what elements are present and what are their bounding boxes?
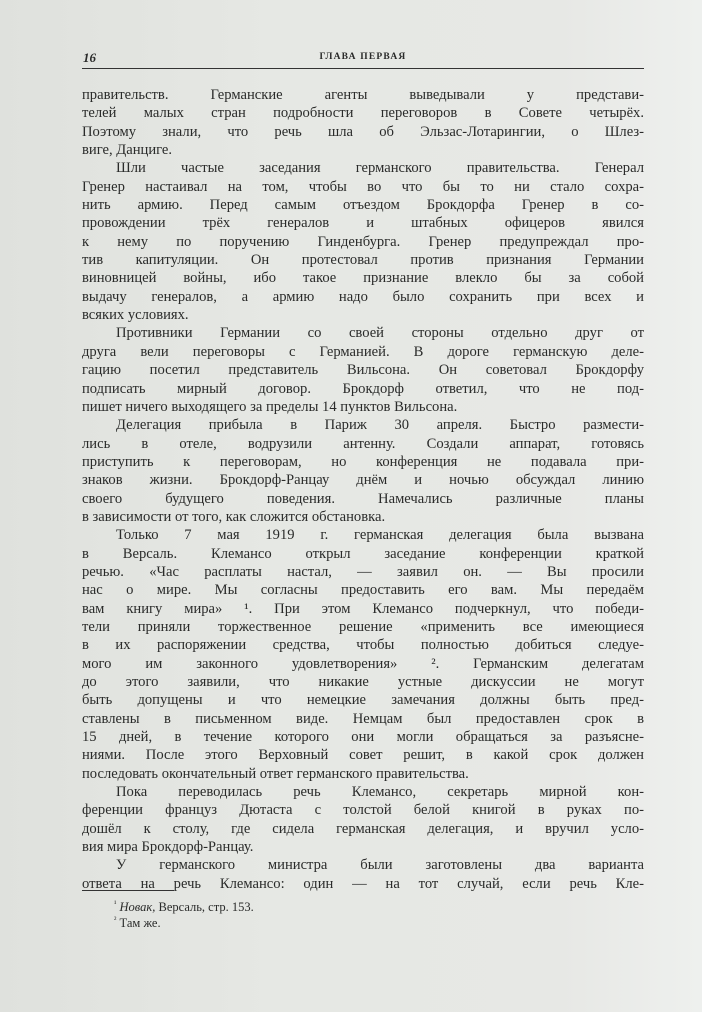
text-line: ответа на речь Клемансо: один — на тот случай, если речь Кле- [82, 875, 644, 892]
text-line: нить армию. Перед самым отъездом Брокдорфа Гренер в со- [82, 197, 644, 214]
text-line: ниями. После этого Верховный совет решит, в какой срок должен [82, 747, 644, 764]
footnote-mark: ² [114, 915, 117, 924]
text-line: Гренер настаивал на том, чтобы во что бы то ни стало сохра- [82, 178, 644, 195]
text-line: в Версаль. Клемансо открыл заседание конференции краткой [82, 545, 644, 562]
footnote [114, 915, 254, 931]
body-text [82, 86, 644, 893]
footnote [114, 899, 254, 915]
text-line: Делегация прибыла в Париж 30 апреля. Быстро размести- [116, 417, 644, 434]
text-line: всяких условиях. [82, 307, 189, 324]
footnote-rule [82, 890, 174, 891]
text-line: тели приняли торжественное решение «применить все имеющиеся [82, 618, 644, 635]
text-line: своего будущего поведения. Намечались различные планы [82, 490, 644, 507]
text-line: Противники Германии со своей стороны отдельно друг от [116, 325, 644, 342]
text-line: вия мира Брокдорф-Ранцау. [82, 839, 254, 856]
text-line: телей малых стран подробности переговоров в Совете четырёх. [82, 105, 644, 122]
footnote-text: Там же. [119, 916, 161, 930]
text-line: провождении трёх генералов и штабных офицеров явился [82, 215, 644, 232]
header-rule [82, 68, 644, 69]
text-line: Пока переводилась речь Клемансо, секретарь мирной кон- [116, 784, 644, 801]
book-page [82, 44, 644, 930]
text-line: нас о мире. Мы согласны предоставить его вам. Мы передаём [82, 582, 644, 599]
text-line: дошёл к столу, где сидела германская делегация, и вручил усло- [82, 820, 644, 837]
text-line: ставлены в письменном виде. Немцам был предоставлен срок в [82, 710, 644, 727]
text-line: до этого заявили, что никакие устные дискуссии не могут [82, 674, 644, 690]
text-line: в их распоряжении средства, чтобы полностью добиться следуе- [82, 637, 644, 654]
page-number: 16 [83, 50, 96, 65]
text-line: знаков жизни. Брокдорф-Ранцау днём и ночью обсуждал линию [82, 472, 644, 489]
text-line: выдачу генералов, а армию надо было сохранить при всех и [82, 288, 644, 305]
text-line: подписать мирный договор. Брокдорф ответил, что не под- [82, 380, 644, 397]
page-header [82, 44, 644, 64]
footnote-author: Новак, [119, 900, 156, 914]
text-line: мого им законного удовлетворения» ². Германским делегатам [82, 655, 644, 672]
text-line: быть допущены и что немецкие замечания должны быть пред- [82, 692, 644, 709]
running-head: ГЛАВА ПЕРВАЯ [319, 52, 407, 62]
text-line: ференции француз Дютаста с толстой белой книгой в руках по- [82, 802, 644, 819]
text-line: виге, Данциге. [82, 142, 173, 159]
footnotes [114, 899, 254, 931]
text-line: Шли частые заседания германского правительства. Генерал [116, 160, 644, 177]
text-line: гацию посетил представитель Вильсона. Он советовал Брокдорфу [82, 362, 644, 379]
text-line: Только 7 мая 1919 г. германская делегация была вызвана [116, 527, 644, 544]
text-line: речью. «Час расплаты настал, — заявил он. — Вы просили [82, 563, 644, 580]
footnote-mark: ¹ [114, 899, 117, 908]
text-line: вам книгу мира» ¹. При этом Клемансо подчеркнул, что победи- [82, 600, 644, 617]
text-line: пишет ничего выходящего за пределы 14 пунктов Вильсона. [82, 398, 458, 415]
text-line: правительств. Германские агенты выведывали у представи- [82, 87, 644, 103]
text-line: последовать окончательный ответ германского правительства. [82, 765, 469, 782]
footnote-text: Версаль, стр. 153. [155, 900, 254, 914]
text-line: У германского министра были заготовлены два варианта [116, 857, 644, 874]
text-line: друга вели переговоры с Германией. В дороге германскую деле- [82, 343, 644, 360]
text-line: тив капитуляции. Он протестовал против признания Германии [82, 252, 644, 269]
text-line: виновницей войны, ибо такое признание влекло бы за собой [82, 270, 644, 287]
text-line: приступить к переговорам, но конференция не подавала при- [82, 453, 644, 470]
text-line: Поэтому знали, что речь шла об Эльзас-Лотарингии, о Шлез- [82, 123, 644, 140]
text-line: 15 дней, в течение которого они могли обращаться за разъясне- [82, 729, 644, 746]
text-line: в зависимости от того, как сложится обстановка. [82, 508, 386, 525]
text-line: лись в отеле, водрузили антенну. Создали аппарат, готовясь [82, 435, 644, 452]
text-line: к нему по поручению Гинденбурга. Гренер предупреждал про- [82, 233, 644, 250]
